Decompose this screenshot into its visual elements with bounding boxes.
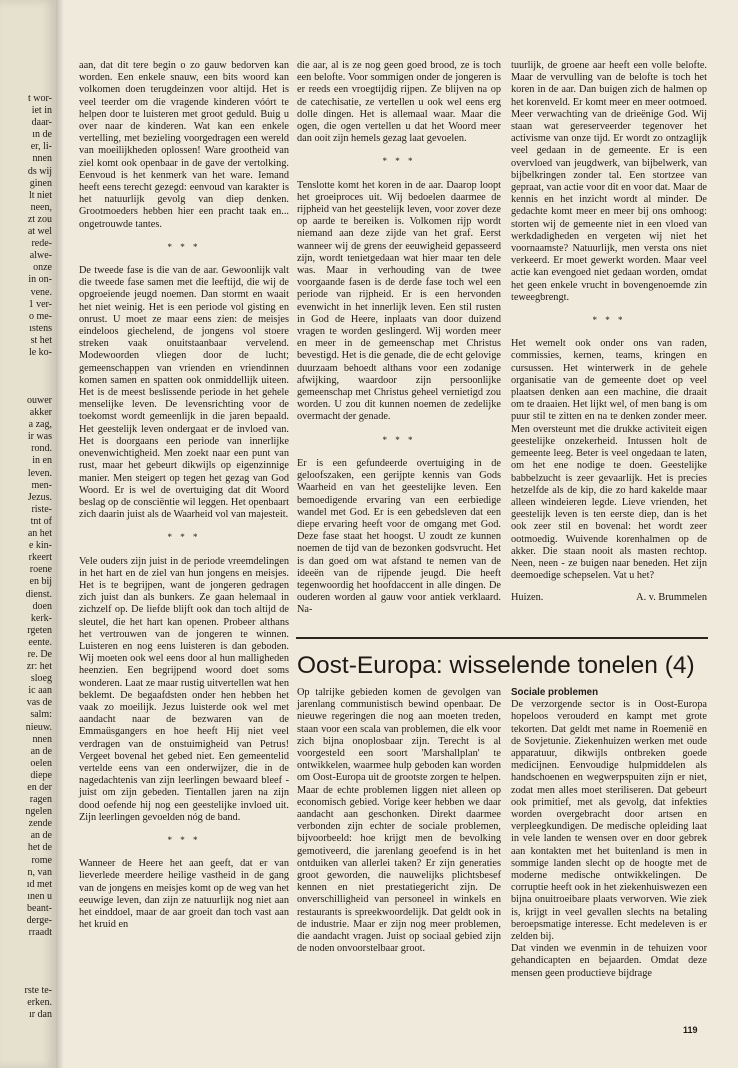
page-number: 119	[683, 1025, 698, 1035]
paragraph: Dat vinden we evenmin in de tehuizen voor gehandicapten en bejaarden. Omdat deze mensen geen productieve bijdrage	[511, 943, 707, 979]
paragraph: De tweede fase is die van de aar. Gewoonlijk valt die tweede fase samen met die leeftijd, die wij de opgroeiende jeugd noemen. Dan stormt en waait het niet weinig. Het is een periode vol gisting en onrust. U moet ze maar eens zien: de meisjes eindeloos giechelend, de jongens vol stoere streken vaak onuitstaanbaar vervelend. Modewoorden vliegen door de lucht; gemeenschappen van vrienden en vriendinnen komen samen en spatten ook onmiddellijk uiteen. Het is de meest beslissende periode in het gehele menselijke leven. De levensrichting voor de toekomst wordt gemeenlijk in die jaren bepaald. Het geestelijk leven ondergaat er de invloed van. Het is doorgaans een periode van innerlijke onevenwichtigheid. Men zoekt naar een punt van rust, maar het gebeurt dikwijls op eigenzinnige manier. Men steigert op tegen het gezag van God Woord. Er is wel de overtuiging dat dit Woord beslag op de consciëntie wil leggen. Het openbaart zich daarin juist als de Waarheid vol van majesteit.	[79, 265, 289, 521]
article-headline: Oost-Europa: wisselende tonelen (4)	[297, 652, 695, 679]
paragraph: aan, dat dit tere begin o zo gauw bedorven kan worden. Een enkele snauw, een bits woord kan volkomen doen terugdeinzen voor altijd. Het is veel teerder om die vragende kinderen vóórt te helpen door te luisteren met groot geduld. Buig u over naar de kinderen. Wat kan een enkele vertelling, met bezieling voorgedragen een wereld van moeilijkheden oplossen! Ware grootheid van ziel komt ook openbaar in de gave der vertolking. Eenvoud is het kenmerk van het ware. Iemand heeft eens terecht gezegd: eenvoud van karakter is het natuurlijk gevolg van diep denken. Grootmoeders hebben hier een pracht taak en... ongetrouwde tantes.	[79, 60, 289, 230]
article2-column-1	[297, 687, 501, 955]
previous-page-text-fragment: rste te- erken. ır dan	[24, 985, 52, 1021]
paragraph: die aar, al is ze nog geen goed brood, ze is toch een belofte. Voor sommigen onder de jongeren is er reeds een vroegtijdig rijpen. Ze blijven na op de catechisatie, ze vertellen u ook wel eens erg dolle dingen. Het is allemaal waar. Maar die ogen, die ogen vertellen u dat het Woord meer dan ooit zijn hemels gezag laat gevoelen.	[297, 60, 501, 145]
paragraph: Op talrijke gebieden komen de gevolgen van jarenlang communistisch bewind openbaar. De nieuwe regeringen die nog aan moeten treden, staan voor een scala van problemen, die elk voor zich bijna onoplosbaar zijn. Terecht is al voorgesteld een soort 'Marshallplan' te ontwikkelen, waarmee hulp geboden kan worden om Oost-Europa uit de grootste zorgen te helpen. Maar de echte problemen liggen niet alleen op economisch gebied. Vorige keer hebben we daar aandacht aan geschonken. Direkt daarmee verbonden zijn echter de sociale problemen, bijvoorbeeld: hoe krijgt men de bevolking gemotiveerd, die jarenlang geoefend is in het ontduiken van allerlei taken? Er zijn generaties groot geworden, die nauwelijks plichtsbesef kennen en niet prestatiegericht zijn. De onverschilligheid van personeel in winkels en restaurants is spreekwoordelijk. Dat geldt ook in de industrie. Maar er zijn nog meer problemen, die aandacht vragen. Juist op sociaal gebied zijn de noden onvoorstelbaar groot.	[297, 687, 501, 955]
paragraph: Wanneer de Heere het aan geeft, dat er van lieverlede meerdere heilige vastheid in de gang van de jongens en meisjes komt op de weg van het eeuwige leven, dan zijn ze natuurlijk nog niet aan het einddoel, maar de aar groeit dan toch vast aan het kruid en	[79, 858, 289, 931]
paragraph: Het wemelt ook onder ons van raden, commissies, kernen, teams, kringen en cursussen. Het winterwerk in de gehele organisatie van de gemeente doet op veel plaatsen denken aan een machine, die draait om te draaien. Het lijkt wel, of men bang is om puur stil te zitten en na te denken zonder meer. Men oversteunt met die drukke activiteit eigen geestelijke onzekerheid. Intussen holt de gemeente leeg. Beter is veel ongedaan te laten, om het ene nodige te doen. Geestelijke babbelzucht is zeer gevaarlijk. Het is precies hetzelfde als de kip, die zo hard kakelde maar alleen windeieren legde. Lieve vrienden, het geestelijk leven is ten eerste diep, dan is het ook zeer stil en bovenal: het wordt zeer ootmoedig. Wuivende korenhalmen op de akker. Die staan nooit als masten rechtop. Neen, neen - ze buigen naar beneden. Het zijn deemoedige schepselen. Vat u het?	[511, 338, 707, 582]
section-separator: * * *	[382, 434, 416, 445]
paragraph: Vele ouders zijn juist in de periode vreemdelingen in het hart en de ziel van hun jongens en meisjes. Het is te begrijpen, want de jongeren gedragen zich juist dan als bunkers. Ze gaan helemaal in zichzelf op. De liefde blijft ook dan toch altijd de sleutel, die het hart kan openen. Probeer althans het vertrouwen van de jongeren te winnen. Luisteren en nog eens luisteren is dan geboden. Wij moeten ook wel eens door al hun malligheden heenzien. Een begrijpend woord doet soms wonderen. Laat ze maar rustig uitvertellen wat hen beklemt. De begaafdsten onder hen hebben het vaak zo moeilijk. Jezus luisterde ook wel met aandacht naar de bezwaren van de Emmaüsgangers en hoe heeft Hij niet veel verdragen van de onstuimigheid van Petrus! Vergeet bovenal het gebed niet. Een gemeentelid vertelde eens van een onderwijzer, die in de nagedachtenis van zijn leerlingen bewaard bleef - juist om zijn gebeden. Tientallen jaren na zijn dood oefende hij nog een geestelijke invloed uit. Zijn leerlingen gevoelden nóg de band.	[79, 555, 289, 823]
signature-place: Huizen.	[511, 592, 544, 604]
article-divider-rule	[296, 637, 708, 639]
section-separator: * * *	[167, 241, 201, 252]
page-fold-shadow	[56, 0, 64, 1068]
previous-page-margin	[0, 0, 56, 1068]
paragraph: Er is een gefundeerde overtuiging in de geloofszaken, een gerijpte kennis van Gods Waarheid en van het geestelijke leven. Een bemoedigende ervaring van een eerbiedige wandel met God. Er is een gebedsleven dat een diepe ervaring heeft voor de omgang met God. Deze fase staat het hoogst. U zoudt ze kunnen noemen de tijd van de bezonken godsvrucht. Het is dan goed om wat afstand te nemen van de ideeën van de rijpende jeugd. Die heeft tegenwoordig het hoofdaccent in alle dingen. De ouderen worden al gauw voor antiek verklaard. Na-	[297, 457, 501, 616]
section-separator: * * *	[167, 532, 201, 543]
article2-column-2	[511, 687, 707, 980]
section-separator: * * *	[167, 834, 201, 845]
signature-author: A. v. Brummelen	[636, 592, 707, 604]
article-column-3	[511, 60, 707, 605]
article-column-2	[297, 60, 501, 617]
paragraph: tuurlijk, de groene aar heeft een volle belofte. Maar de vervulling van de belofte is toch het koren in de aar. Dan buigen zich de halmen op het korenveld. Er komt meer en meer ootmoed. Meer verwachting van de drieënige God. Wij staan wat gereserveerder tegenover het activisme van onze tijd. Er wordt zo ontzaglijk veel gedaan in de gemeente. Er is een overvloed van jeugdwerk, van bijbelwerk, van bijbelkringen zonder tal. Een stortzee van gepraat, van actie voor dit en voor dat. Maar de kennis en het inzicht wordt al minder. De gedachte komt meer en meer bij ons omhoog: storten wij de gemeente niet in een vloed van werkdadigheden en vergeten wij niet het voornaamste? Natuurlijk, men versta ons niet verkeerd. Er moet gewerkt worden. Maar veel actie kan evengoed niet gedaan worden, omdat het geen enkele vrucht in bovengenoemde zin teweegbrengt.	[511, 60, 707, 303]
article-column-1	[79, 60, 289, 931]
author-signature	[511, 592, 707, 604]
previous-page-text-fragment: t wor- iet in daar- ın de er, li- nnen ds wij ginen lt niet neen, zt zou at wel rede- alwe- onze in on- vene. 1 ver- o me- ıstens st het le ko-	[27, 93, 52, 358]
paragraph: Tenslotte komt het koren in de aar. Daarop loopt het groeiproces uit. Wij bedoelen daarmee de rijpheid van het geestelijk leven, voor zover deze op aarde te bereiken is. Volkomen rijp wordt niemand aan deze zijde van het graf. Eerst wanneer wij de grens der eeuwigheid gepasseerd zijn, wordt tenietgedaan wat hier maar ten dele was. Maar in verhouding van de twee voorgaande fasen is de derde fase toch wel een periode van rijpheid. Er is een hervonden evenwicht in het innerlijk leven. Een stil rusten in God de Heere, inplaats van door duizend vragen te worden geslingerd. Wij worden meer en meer in de gemeenschap met Christus bevestigd. Het is die genade, die de echt gelovige duurzaam behoedt althans voor een zodanige afwijking, waardoor zijn persoonlijke gemeenschap met Christus geheel vernietigd zou worden. U zou dit kunnen noemen de zedelijke overmacht der genade.	[297, 179, 501, 423]
section-separator: * * *	[592, 315, 626, 326]
previous-page-text-fragment: ouwer akker a zag, ir was rond. in en leven. men- Jezus. riste- tnt of an het e kin- rkeert roene en bij dienst. doen kerk- rgeten eente. re. De zr: het sloeg ic aan vas de salm: nieuw. nnen an de oelen diepe en der ragen ngelen zende an de het de rome n, van ıd met ınen u beant- derge- rraadt	[25, 395, 52, 939]
subheading: Sociale problemen	[511, 687, 599, 698]
paragraph: De verzorgende sector is in Oost-Europa hopeloos verouderd en kampt met grote tekorten. Dat geldt met name in Roemenië en de Sovjetunie. Ziekenhuizen werken met oude apparatuur, dikwijls ontbreken goede medicijnen. Eenvoudige hulpmiddelen als handschoenen en wegwerpspuiten zijn er niet, zodat men alles moet steriliseren. Dat gebeurt ook primitief, met als gevolg, dat infekties worden overgebracht door artsen en verpleegkundigen. De medische opleiding laat in vele landen te wensen over en door gebrek aan kontakten met het buitenland is men in sommige landen slecht op de hoogte met de moderne medische ontwikkelingen. De corruptie heeft ook in het ziekenhuiswezen een bijna onuitroeibare plaats verworven. Wie ziek is, krijgt in veel gevallen slechts na betaling beroepsmatige interesse. Echt medeleven is er zelden bij.	[511, 699, 707, 943]
section-separator: * * *	[382, 156, 416, 167]
